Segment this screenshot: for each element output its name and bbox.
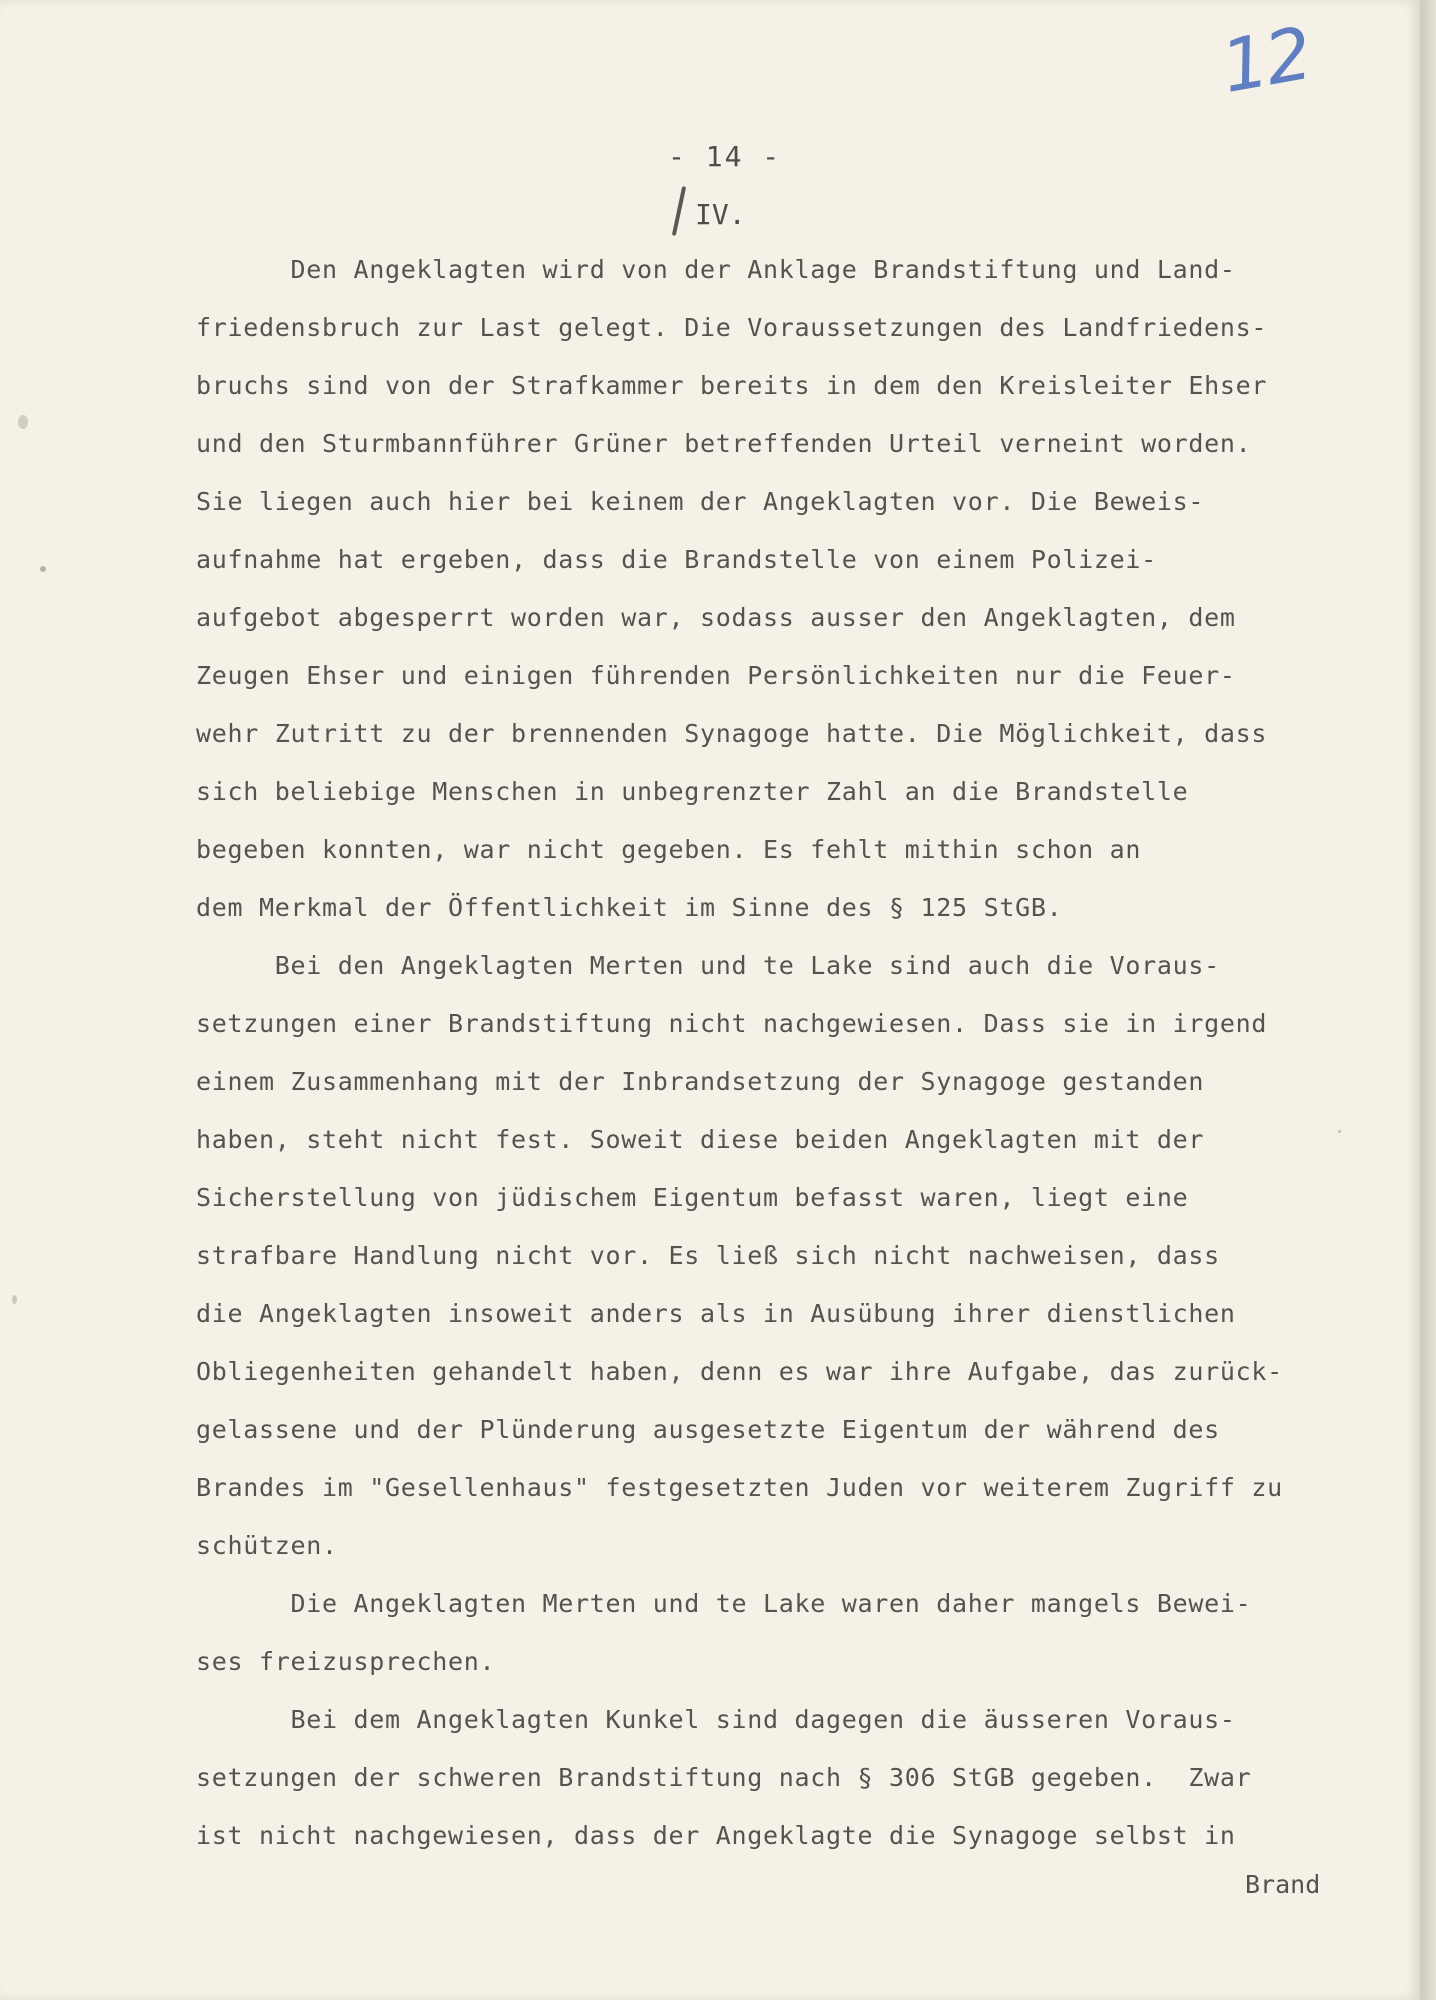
text-line: gelassene und der Plünderung ausgesetzte Eigentum der während des bbox=[196, 1415, 1220, 1444]
text-line: ist nicht nachgewiesen, dass der Angeklagte die Synagoge selbst in bbox=[196, 1821, 1236, 1850]
text-line: haben, steht nicht fest. Soweit diese beiden Angeklagten mit der bbox=[196, 1125, 1205, 1154]
paper-speck bbox=[18, 415, 28, 429]
paper-speck bbox=[1338, 1130, 1341, 1133]
text-line: Sicherstellung von jüdischem Eigentum befasst waren, liegt eine bbox=[196, 1183, 1189, 1212]
text-line: Die Angeklagten Merten und te Lake waren daher mangels Bewei- bbox=[196, 1589, 1252, 1618]
text-line: begeben konnten, war nicht gegeben. Es fehlt mithin schon an bbox=[196, 835, 1142, 864]
text-line: setzungen der schweren Brandstiftung nach § 306 StGB gegeben. Zwar bbox=[196, 1763, 1252, 1792]
text-line: einem Zusammenhang mit der Inbrandsetzung der Synagoge gestanden bbox=[196, 1067, 1205, 1096]
text-line: friedensbruch zur Last gelegt. Die Voraussetzungen des Landfriedens- bbox=[196, 313, 1268, 342]
text-line: schützen. bbox=[196, 1531, 338, 1560]
text-line: Sie liegen auch hier bei keinem der Angeklagten vor. Die Beweis- bbox=[196, 487, 1205, 516]
text-line: sich beliebige Menschen in unbegrenzter Zahl an die Brandstelle bbox=[196, 777, 1189, 806]
text-line: Brandes im "Gesellenhaus" festgesetzten Juden vor weiterem Zugriff zu bbox=[196, 1473, 1283, 1502]
section-heading: IV. bbox=[695, 198, 746, 231]
text-line: strafbare Handlung nicht vor. Es ließ sich nicht nachweisen, dass bbox=[196, 1241, 1220, 1270]
text-line: Obliegenheiten gehandelt haben, denn es war ihre Aufgabe, das zurück- bbox=[196, 1357, 1283, 1386]
paper-speck bbox=[12, 1295, 17, 1304]
handwritten-archive-number: 12 bbox=[1215, 11, 1317, 109]
text-line: bruchs sind von der Strafkammer bereits in dem den Kreisleiter Ehser bbox=[196, 371, 1268, 400]
text-line: aufnahme hat ergeben, dass die Brandstelle von einem Polizei- bbox=[196, 545, 1157, 574]
text-line: und den Sturmbannführer Grüner betreffenden Urteil verneint worden. bbox=[196, 429, 1252, 458]
text-line: ses freizusprechen. bbox=[196, 1647, 496, 1676]
text-line: dem Merkmal der Öffentlichkeit im Sinne des § 125 StGB. bbox=[196, 893, 1063, 922]
text-line: Bei den Angeklagten Merten und te Lake sind auch die Voraus- bbox=[196, 951, 1220, 980]
text-line: Zeugen Ehser und einigen führenden Persönlichkeiten nur die Feuer- bbox=[196, 661, 1236, 690]
text-line: die Angeklagten insoweit anders als in Ausübung ihrer dienstlichen bbox=[196, 1299, 1236, 1328]
page-number: - 14 - bbox=[668, 140, 782, 173]
continuation-word: Brand bbox=[1245, 1870, 1321, 1899]
pencil-mark-icon bbox=[672, 186, 686, 236]
text-line: Den Angeklagten wird von der Anklage Brandstiftung und Land- bbox=[196, 255, 1236, 284]
paper-speck bbox=[40, 566, 46, 572]
text-line: aufgebot abgesperrt worden war, sodass ausser den Angeklagten, dem bbox=[196, 603, 1236, 632]
text-line: setzungen einer Brandstiftung nicht nachgewiesen. Dass sie in irgend bbox=[196, 1009, 1268, 1038]
text-line: wehr Zutritt zu der brennenden Synagoge hatte. Die Möglichkeit, dass bbox=[196, 719, 1268, 748]
text-line: Bei dem Angeklagten Kunkel sind dagegen die äusseren Voraus- bbox=[196, 1705, 1236, 1734]
page-edge bbox=[1420, 0, 1436, 2000]
